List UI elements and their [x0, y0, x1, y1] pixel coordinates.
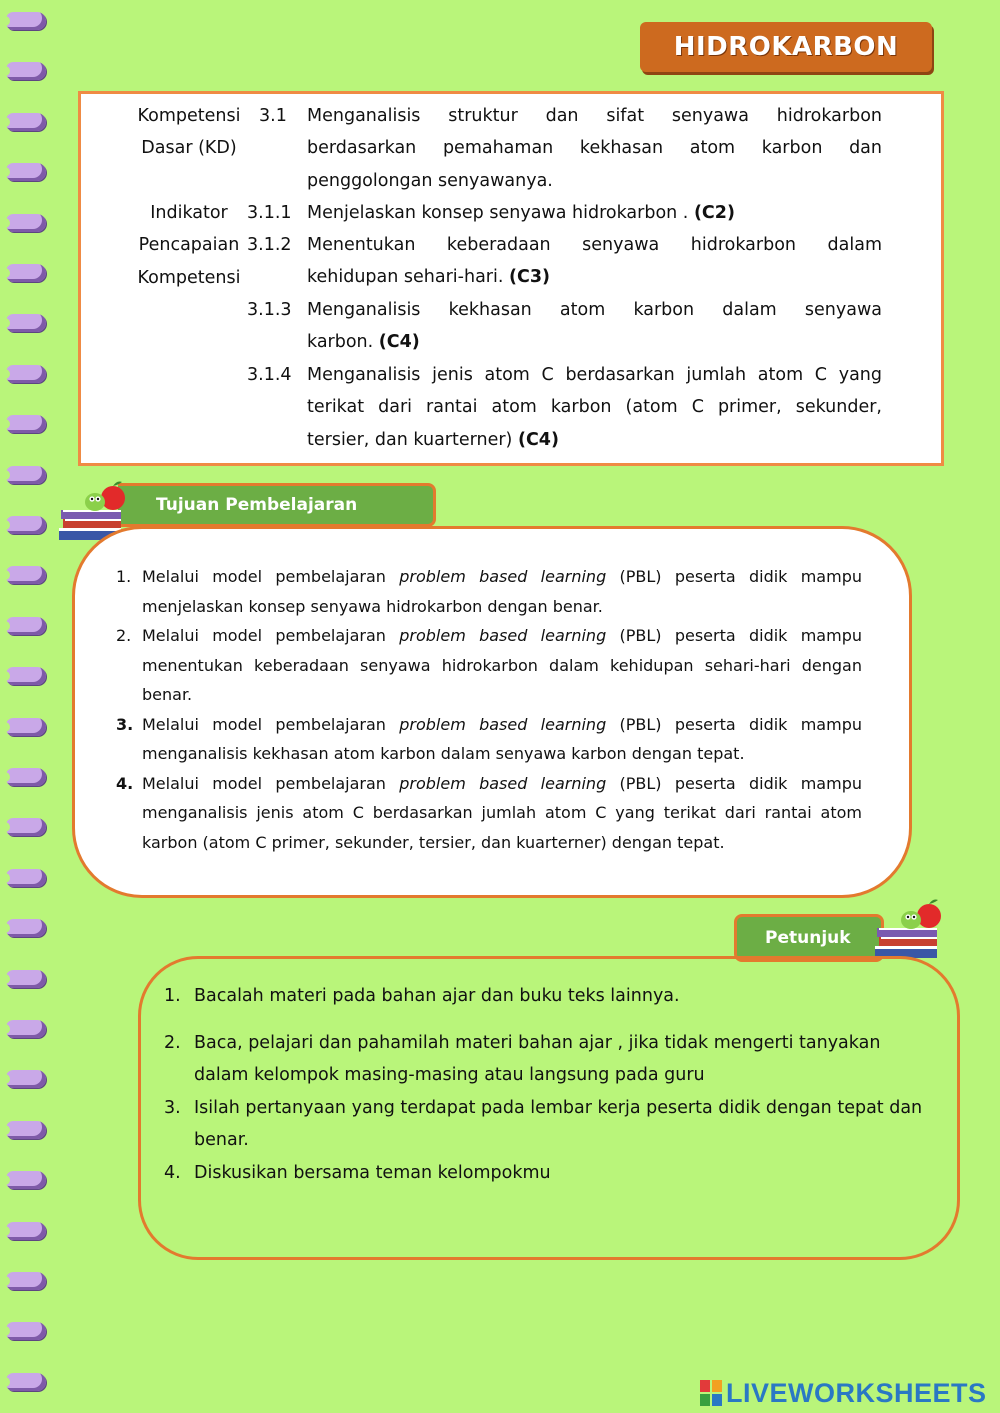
indikator-number: 3.1.4	[247, 365, 292, 385]
binding-ring	[6, 1070, 46, 1088]
spiral-binding	[0, 0, 60, 1413]
binding-ring	[6, 1121, 46, 1139]
list-item: 2. Melalui model pembelajaran problem based learning (PBL) peserta didik mampu menentukan keberadaan senyawa hidrokarbon dalam kehidupan sehari-hari dengan benar.	[116, 626, 862, 704]
binding-ring	[6, 617, 46, 635]
binding-ring	[6, 818, 46, 836]
binding-ring	[6, 1020, 46, 1038]
binding-ring	[6, 566, 46, 584]
binding-ring	[6, 919, 46, 937]
indikator-item: Menganalisis kekhasan atom karbon dalam senyawa karbon. (C4)	[307, 300, 882, 353]
kd-text: Menganalisis struktur dan sifat senyawa hidrokarbon berdasarkan pemahaman kekhasan atom karbon dan penggolongan senyawanya.	[307, 106, 882, 191]
petunjuk-list	[160, 980, 932, 1189]
brand-text: LIVEWORKSHEETS	[726, 1377, 987, 1408]
binding-ring	[6, 163, 46, 181]
kd-label: Kompetensi Dasar (KD)	[137, 106, 241, 159]
binding-ring	[6, 214, 46, 232]
binding-ring	[6, 718, 46, 736]
binding-ring	[6, 869, 46, 887]
list-item: 1. Bacalah materi pada bahan ajar dan buku teks lainnya.	[164, 986, 680, 1006]
competency-box	[78, 91, 944, 466]
petunjuk-heading: Petunjuk	[734, 914, 884, 962]
binding-ring	[6, 1171, 46, 1189]
binding-ring	[6, 1322, 46, 1340]
indikator-item: Menentukan keberadaan senyawa hidrokarbon dalam kehidupan sehari-hari. (C3)	[307, 235, 882, 288]
indikator-item: Menjelaskan konsep senyawa hidrokarbon . (C2)	[307, 203, 735, 223]
binding-ring	[6, 113, 46, 131]
liveworksheets-icon	[700, 1380, 722, 1406]
indikator-number: 3.1.1	[247, 203, 292, 223]
list-item: 4. Melalui model pembelajaran problem based learning (PBL) peserta didik mampu menganalisis jenis atom C berdasarkan jumlah atom C yang terikat dari rantai atom karbon (atom C primer, sekunder, tersier, dan kuarterner) dengan tepat.	[116, 773, 862, 852]
tujuan-list	[110, 562, 862, 857]
binding-ring	[6, 62, 46, 80]
binding-ring	[6, 264, 46, 282]
binding-ring	[6, 314, 46, 332]
list-item: 3. Isilah pertanyaan yang terdapat pada lembar kerja peserta didik dengan tepat dan benar.	[164, 1097, 923, 1150]
binding-ring	[6, 516, 46, 534]
binding-ring	[6, 1222, 46, 1240]
list-item: 4. Diskusikan bersama teman kelompokmu	[164, 1162, 551, 1183]
tujuan-heading: Tujuan Pembelajaran	[118, 483, 436, 527]
binding-ring	[6, 970, 46, 988]
liveworksheets-logo[interactable]	[700, 1376, 987, 1410]
binding-ring	[6, 466, 46, 484]
list-item: 3. Melalui model pembelajaran problem based learning (PBL) peserta didik mampu menganalisis kekhasan atom karbon dalam senyawa karbon dengan tepat.	[116, 714, 862, 763]
indikator-number: 3.1.3	[247, 300, 292, 320]
page-title: HIDROKARBON	[640, 22, 932, 72]
binding-ring	[6, 365, 46, 383]
kd-number: 3.1	[259, 106, 287, 126]
indikator-number: 3.1.2	[247, 235, 292, 255]
binding-ring	[6, 667, 46, 685]
binding-ring	[6, 1272, 46, 1290]
indikator-item: Menganalisis jenis atom C berdasarkan jumlah atom C yang terikat dari rantai atom karbon (atom C primer, sekunder, tersier, dan kuarterner) (C4)	[307, 365, 882, 450]
binding-ring	[6, 1373, 46, 1391]
binding-ring	[6, 12, 46, 30]
list-item: 2. Baca, pelajari dan pahamilah materi bahan ajar , jika tidak mengerti tanyakan dalam kelompok masing-masing atau langsung pada guru	[164, 1032, 881, 1085]
indikator-label: Indikator Pencapaian Kompetensi	[137, 203, 241, 288]
list-item: 1. Melalui model pembelajaran problem based learning (PBL) peserta didik mampu menjelaskan konsep senyawa hidrokarbon dengan benar.	[116, 567, 862, 616]
binding-ring	[6, 415, 46, 433]
binding-ring	[6, 768, 46, 786]
